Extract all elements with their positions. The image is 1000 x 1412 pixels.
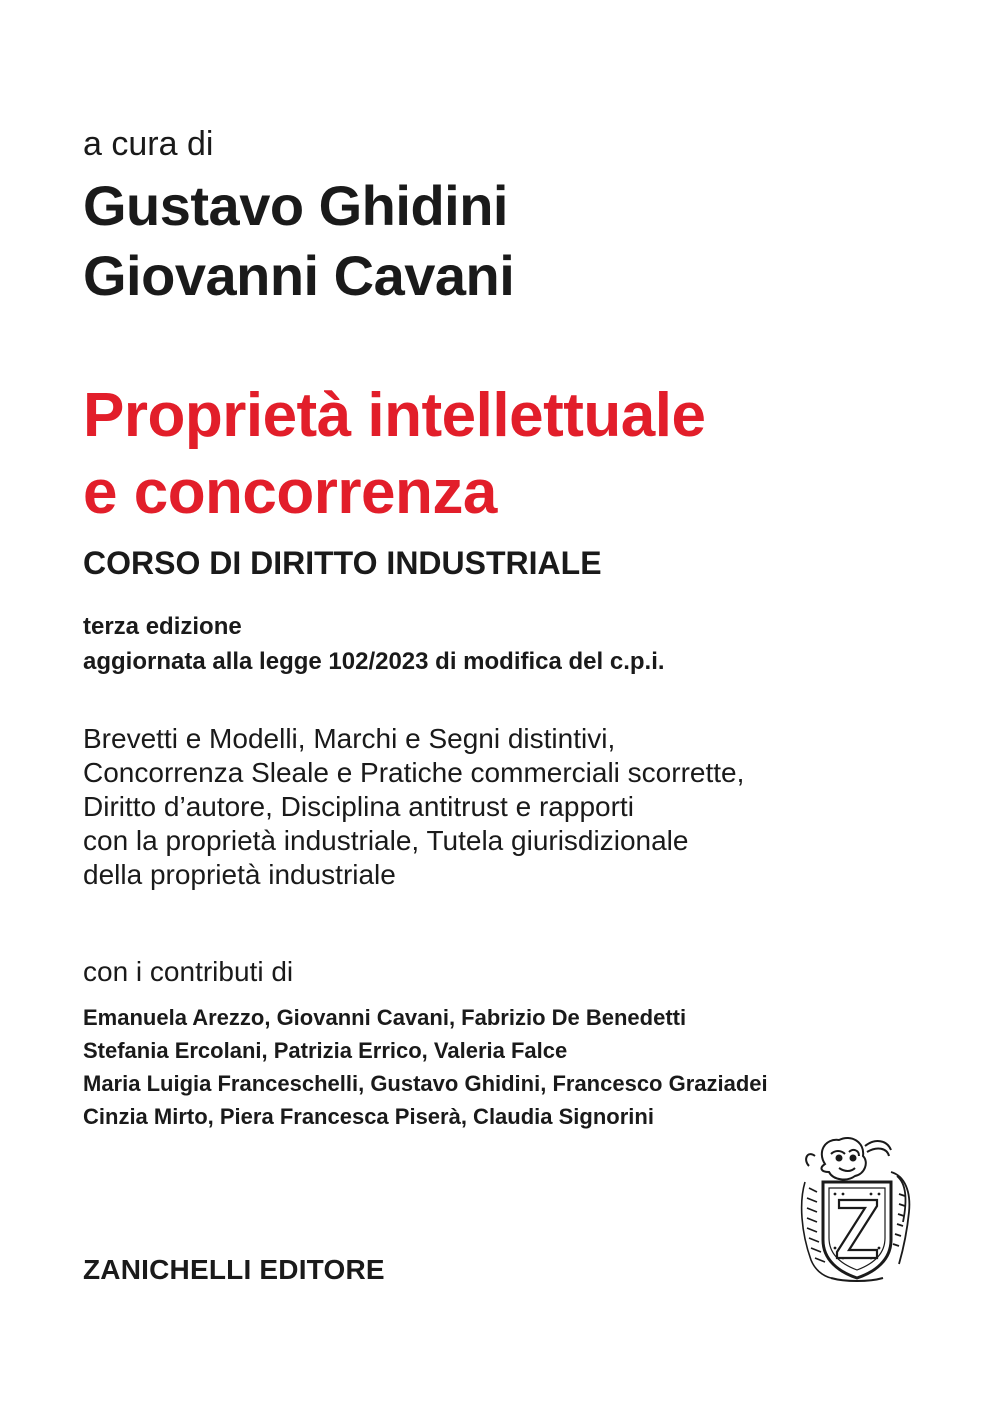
topic-line: Brevetti e Modelli, Marchi e Segni distintivi,	[83, 723, 616, 754]
zanichelli-emblem-icon	[795, 1132, 917, 1284]
contributors-line: Maria Luigia Franceschelli, Gustavo Ghidini, Francesco Graziadei	[83, 1071, 768, 1096]
topics-list	[83, 722, 744, 892]
curator-name-2: Giovanni Cavani	[83, 244, 515, 307]
book-title-line-2: e concorrenza	[83, 458, 497, 527]
contributors-line: Emanuela Arezzo, Giovanni Cavani, Fabrizio De Benedetti	[83, 1005, 687, 1030]
topic-line: Diritto d’autore, Disciplina antitrust e rapporti	[83, 791, 634, 822]
edition-update-note: aggiornata alla legge 102/2023 di modifica del c.p.i.	[83, 648, 665, 675]
contributors-heading: con i contributi di	[83, 956, 294, 987]
publisher-name: ZANICHELLI EDITORE	[83, 1254, 385, 1285]
edition-label: terza edizione	[83, 613, 242, 640]
contributors-list	[83, 1001, 768, 1133]
contributors-line: Cinzia Mirto, Piera Francesca Piserà, Claudia Signorini	[83, 1104, 654, 1129]
contributors-line: Stefania Ercolani, Patrizia Errico, Valeria Falce	[83, 1038, 568, 1063]
book-subtitle: CORSO DI DIRITTO INDUSTRIALE	[83, 545, 602, 581]
topic-line: della proprietà industriale	[83, 859, 396, 890]
curator-prefix: a cura di	[83, 125, 214, 163]
curator-name-1: Gustavo Ghidini	[83, 174, 508, 237]
book-title-line-1: Proprietà intellettuale	[83, 381, 706, 450]
topic-line: con la proprietà industriale, Tutela giurisdizionale	[83, 825, 689, 856]
topic-line: Concorrenza Sleale e Pratiche commerciali scorrette,	[83, 757, 745, 788]
